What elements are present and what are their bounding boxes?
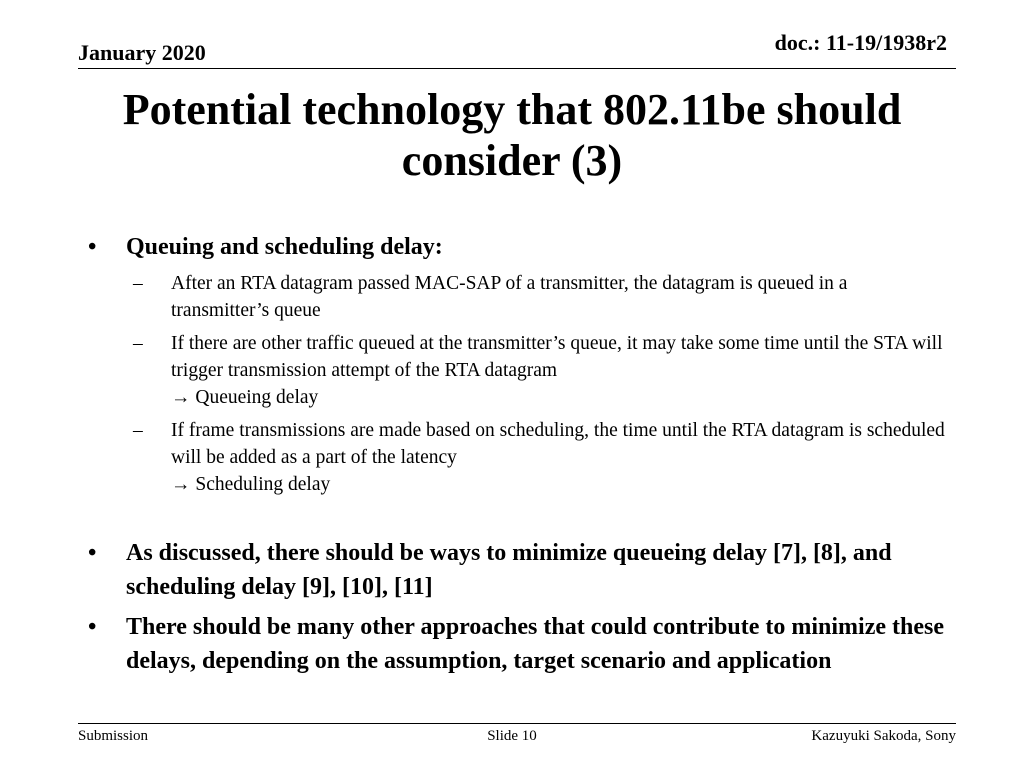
bullet-item xyxy=(88,536,948,604)
arrow-right-icon: → xyxy=(171,387,191,408)
sub-bullet-text: After an RTA datagram passed MAC-SAP of a transmitter, the datagram is queued in a transmitter’s queue xyxy=(171,273,848,321)
bullet-icon: • xyxy=(88,614,97,640)
sub-bullet-list xyxy=(88,270,948,498)
slide-title: Potential technology that 802.11be should consider (3) xyxy=(122,85,902,185)
result-line xyxy=(171,471,948,498)
sub-bullet-text: If there are other traffic queued at the transmitter’s queue, it may take some time until the STA will trigger transmission attempt of the RTA datagram xyxy=(171,333,943,381)
bullet-text: As discussed, there should be ways to minimize queueing delay [7], [8], and scheduling delay [9], [10], [11] xyxy=(126,540,892,600)
sub-bullet-text: If frame transmissions are made based on scheduling, the time until the RTA datagram is scheduled will be added as a part of the latency xyxy=(171,420,945,468)
footer-submission: Submission xyxy=(78,728,149,744)
dash-icon: – xyxy=(133,333,143,354)
bullet-text: Queuing and scheduling delay: xyxy=(126,234,443,260)
dash-icon: – xyxy=(133,273,143,294)
slide-content xyxy=(88,230,948,678)
sub-bullet-item xyxy=(88,330,948,411)
sub-bullet-item xyxy=(88,270,948,324)
dash-icon: – xyxy=(133,420,143,441)
footer-slide-number: Slide 10 xyxy=(487,728,537,744)
bullet-icon: • xyxy=(88,540,97,566)
bullet-text: There should be many other approaches that could contribute to minimize these delays, depending on the assumption, target scenario and application xyxy=(126,614,945,674)
header-date: January 2020 xyxy=(78,40,206,65)
arrow-right-icon: → xyxy=(171,474,191,495)
footer-divider xyxy=(78,723,956,724)
result-text: Queueing delay xyxy=(195,387,319,408)
sub-bullet-item xyxy=(88,417,948,498)
header-doc-id: doc.: 11-19/1938r2 xyxy=(774,30,947,55)
bullet-item xyxy=(88,610,948,678)
result-line xyxy=(171,384,948,411)
bullet-item xyxy=(88,230,948,264)
footer-author: Kazuyuki Sakoda, Sony xyxy=(811,728,956,744)
result-text: Scheduling delay xyxy=(195,474,331,495)
header-divider xyxy=(78,68,956,69)
bullet-icon: • xyxy=(88,234,97,260)
